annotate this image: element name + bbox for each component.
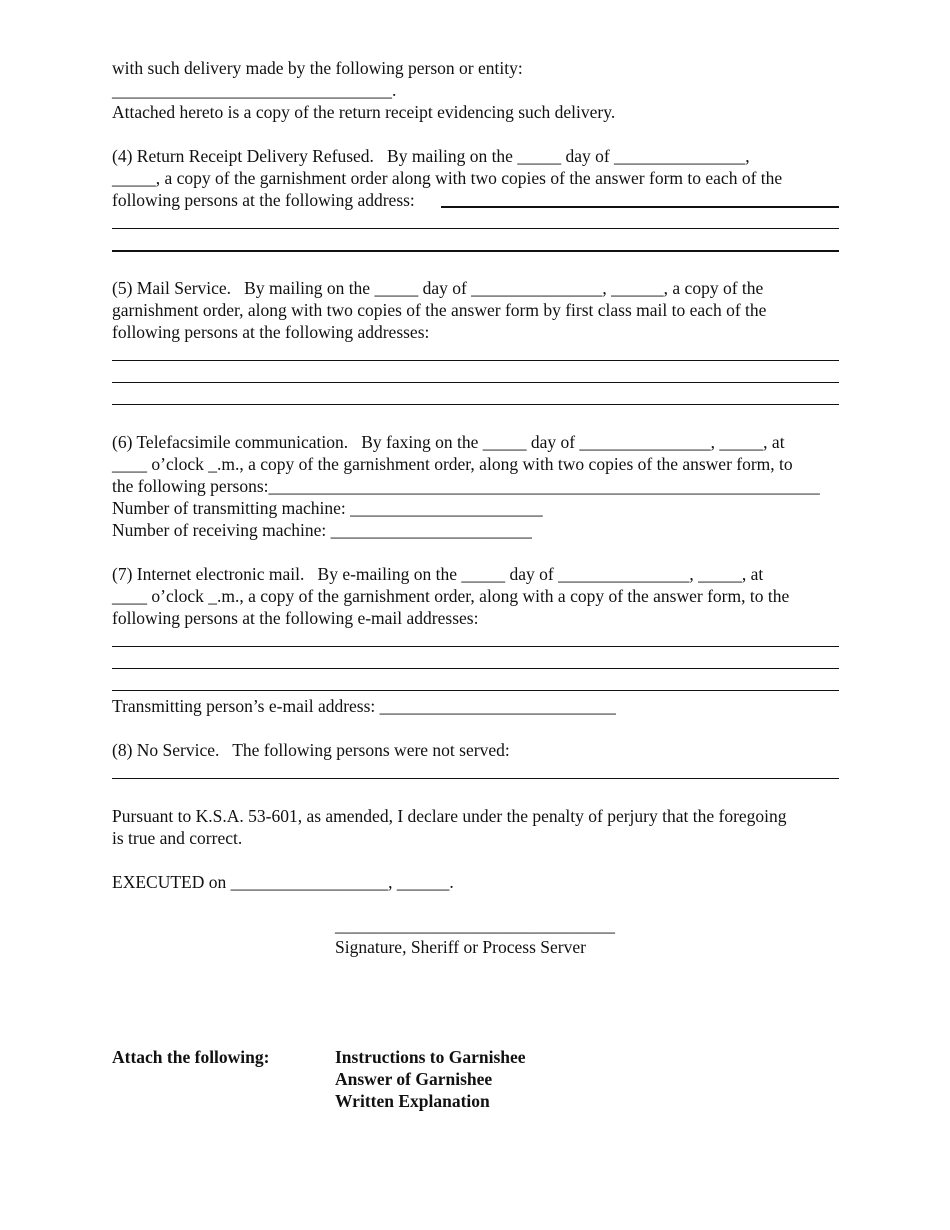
receiving-machine-number: Number of receiving machine: _______________________ [112, 520, 532, 540]
transmitting-machine-number: Number of transmitting machine: ______________________ [112, 498, 543, 518]
section-7-heading: (7) Internet electronic mail. By e-mailing on the _____ day of _______________, _____, at [112, 564, 764, 584]
attach-item: Answer of Garnishee [335, 1069, 493, 1089]
section-4-address-field[interactable] [441, 206, 839, 208]
section-7-text: ____ o’clock _.m., a copy of the garnishment order, along with a copy of the answer form, to the [112, 586, 790, 606]
section-7-email-line-3[interactable] [112, 690, 839, 691]
signature-label: Signature, Sheriff or Process Server [335, 937, 586, 957]
section-4-address-line-3[interactable] [112, 250, 839, 252]
return-receipt-text: Attached hereto is a copy of the return receipt evidencing such delivery. [112, 102, 616, 122]
section-4-heading: (4) Return Receipt Delivery Refused. By mailing on the _____ day of _______________, [112, 146, 750, 166]
section-5-address-line-2[interactable] [112, 382, 839, 383]
section-6-heading: (6) Telefacsimile communication. By faxing on the _____ day of _______________, _____, at [112, 432, 785, 452]
section-5-text: garnishment order, along with two copies of the answer form by first class mail to each of the [112, 300, 767, 320]
declaration-text: Pursuant to K.S.A. 53-601, as amended, I declare under the penalty of perjury that the foregoing [112, 806, 787, 826]
signature-line: ________________________________ [335, 915, 615, 935]
section-4-address-label: following persons at the following address: [112, 190, 415, 210]
delivery-person-line: with such delivery made by the following person or entity: [112, 58, 523, 78]
section-6-persons: the following persons:_______________________________________________________________ [112, 476, 820, 496]
section-4-address-line-2[interactable] [112, 228, 839, 229]
section-7-email-label: following persons at the following e-mail addresses: [112, 608, 479, 628]
section-8-line[interactable] [112, 778, 839, 779]
attach-label: Attach the following: [112, 1047, 270, 1067]
section-4-text: _____, a copy of the garnishment order along with two copies of the answer form to each of the [112, 168, 783, 188]
attach-item: Instructions to Garnishee [335, 1047, 526, 1067]
transmitting-email-address: Transmitting person’s e-mail address: ___________________________ [112, 696, 616, 716]
delivery-person-blank: ________________________________. [112, 80, 397, 100]
section-7-email-line-1[interactable] [112, 646, 839, 647]
section-5-address-line-1[interactable] [112, 360, 839, 361]
section-5-address-label: following persons at the following addresses: [112, 322, 430, 342]
section-5-heading: (5) Mail Service. By mailing on the _____ day of _______________, ______, a copy of the [112, 278, 764, 298]
section-5-address-line-3[interactable] [112, 404, 839, 405]
attach-item: Written Explanation [335, 1091, 490, 1111]
declaration-text-end: is true and correct. [112, 828, 243, 848]
executed-date: EXECUTED on __________________, ______. [112, 872, 454, 892]
section-7-email-line-2[interactable] [112, 668, 839, 669]
section-6-text: ____ o’clock _.m., a copy of the garnishment order, along with two copies of the answer form, to [112, 454, 793, 474]
section-8-heading: (8) No Service. The following persons were not served: [112, 740, 510, 760]
